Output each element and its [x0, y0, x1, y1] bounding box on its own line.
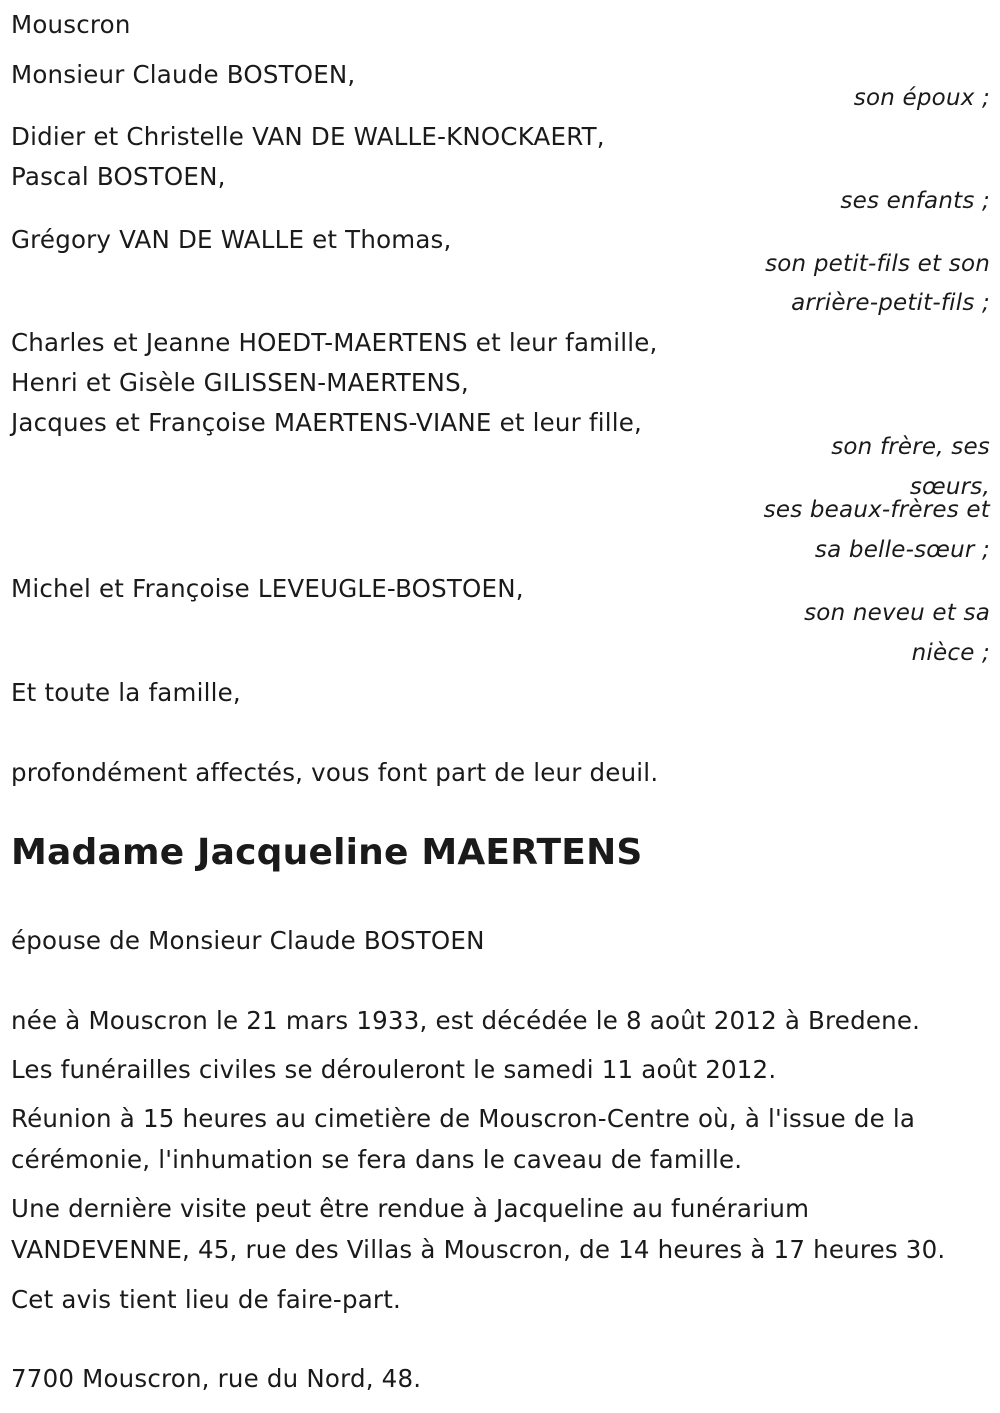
detail-line: cérémonie, l'inhumation se fera dans le caveau de famille.	[11, 1145, 743, 1174]
detail-line: Une dernière visite peut être rendue à Jacqueline au funérarium	[11, 1194, 810, 1223]
grandchildren-relation: son petit-fils et son	[765, 251, 990, 277]
detail-line: née à Mouscron le 21 mars 1933, est décédée le 8 août 2012 à Bredene.	[11, 1006, 921, 1035]
nephew-names: Michel et Françoise LEVEUGLE-BOSTOEN,	[11, 574, 524, 603]
spouse-of: épouse de Monsieur Claude BOSTOEN	[11, 926, 485, 955]
nephew-relation: nièce ;	[911, 640, 990, 666]
siblings-relation: son frère, ses	[831, 434, 990, 460]
detail-line: VANDEVENNE, 45, rue des Villas à Mouscron, de 14 heures à 17 heures 30.	[11, 1235, 946, 1264]
nephew-relation: son neveu et sa	[804, 600, 990, 626]
children-relation: ses enfants ;	[840, 188, 990, 214]
spouse-relation: son époux ;	[853, 85, 990, 111]
detail-line: Cet avis tient lieu de faire-part.	[11, 1285, 401, 1314]
address: 7700 Mouscron, rue du Nord, 48.	[11, 1364, 422, 1393]
child-name: Didier et Christelle VAN DE WALLE-KNOCKAERT,	[11, 122, 605, 151]
grandchildren-names: Grégory VAN DE WALLE et Thomas,	[11, 225, 452, 254]
grandchildren-relation: arrière-petit-fils ;	[791, 290, 990, 316]
announcement: profondément affectés, vous font part de leur deuil.	[11, 758, 659, 787]
child-name: Pascal BOSTOEN,	[11, 162, 226, 191]
sibling-name: Jacques et Françoise MAERTENS-VIANE et leur fille,	[11, 408, 643, 437]
siblings-relation: sœurs,	[909, 474, 990, 500]
detail-line: Les funérailles civiles se dérouleront le samedi 11 août 2012.	[11, 1055, 777, 1084]
sibling-name: Henri et Gisèle GILISSEN-MAERTENS,	[11, 368, 469, 397]
siblings-relation: ses beaux-frères et	[763, 497, 990, 523]
siblings-relation: sa belle-sœur ;	[814, 537, 990, 563]
detail-line: Réunion à 15 heures au cimetière de Mouscron-Centre où, à l'issue de la	[11, 1104, 916, 1133]
spouse-name: Monsieur Claude BOSTOEN,	[11, 60, 356, 89]
deceased-name: Madame Jacqueline MAERTENS	[11, 832, 643, 873]
city-heading: Mouscron	[11, 10, 131, 39]
all-family: Et toute la famille,	[11, 678, 241, 707]
sibling-name: Charles et Jeanne HOEDT-MAERTENS et leur famille,	[11, 328, 658, 357]
